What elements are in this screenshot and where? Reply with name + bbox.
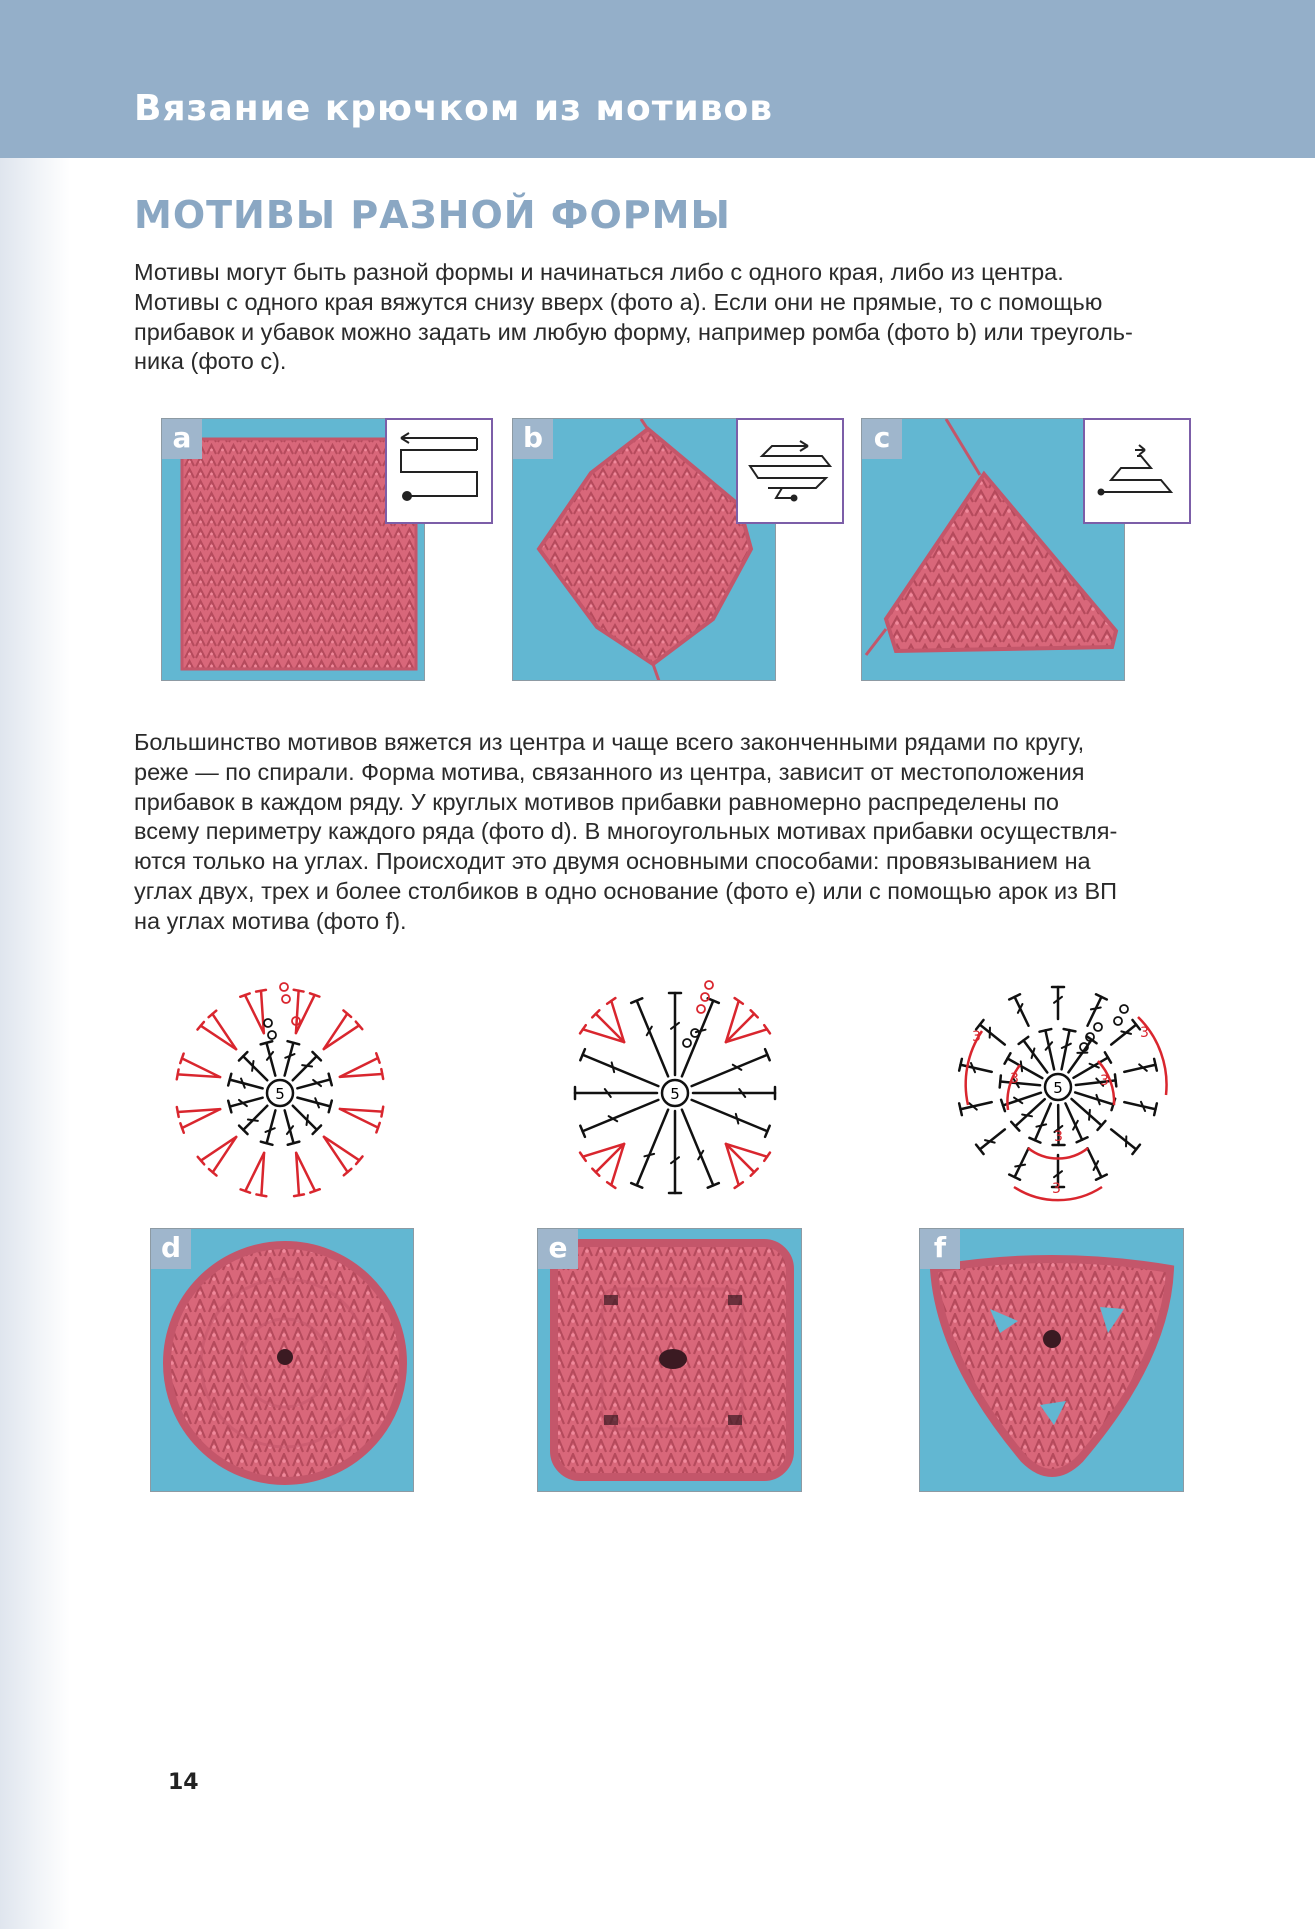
paragraph-line: Большинство мотивов вяжется из центра и чаще всего законченными рядами по кругу, xyxy=(134,729,1085,755)
paragraph-line: углах двух, трех и более столбиков в одно основание (фото e) или с помощью арок из ВП xyxy=(134,877,1118,904)
header-bar xyxy=(0,0,1315,158)
direction-box-c xyxy=(1083,418,1191,524)
paragraph-line: Мотивы с одного края вяжутся снизу вверх (фото a). Если они не прямые, то с помощью xyxy=(134,288,1103,315)
paragraph-line: прибавок и убавок можно задать им любую форму, например ромба (фото b) или треуголь- xyxy=(134,318,1133,345)
narrowing-arrow-icon xyxy=(1085,420,1189,522)
arc-label: 3 xyxy=(972,1029,981,1045)
photo-letter: c xyxy=(862,419,902,459)
direction-box-a xyxy=(385,418,493,524)
photo-f xyxy=(919,1228,1184,1492)
paragraph-line: всему периметру каждого ряда (фото d). В многоугольных мотивах прибавки осуществля- xyxy=(134,818,1118,845)
paragraph-line: реже — по спирали. Форма мотива, связанного из центра, зависит от местоположения xyxy=(134,758,1085,785)
paragraph-intro xyxy=(134,258,1234,377)
photo-letter: b xyxy=(513,419,553,459)
paragraph-line: прибавок в каждом ряду. У круглых мотивов прибавки равномерно распределены по xyxy=(134,788,1060,815)
arc-label: 3 xyxy=(1054,1129,1063,1145)
arc-label: 3 xyxy=(1010,1071,1019,1087)
photo-e xyxy=(537,1228,802,1492)
zigzag-arrow-icon xyxy=(387,420,491,522)
arc-label: 3 xyxy=(1100,1073,1109,1089)
section-heading: МОТИВЫ РАЗНОЙ ФОРМЫ xyxy=(134,193,731,237)
header-title: Вязание крючком из мотивов xyxy=(134,88,774,129)
crochet-diagram-triangle xyxy=(938,965,1178,1205)
arc-label: 3 xyxy=(1052,1181,1061,1197)
photo-letter: f xyxy=(920,1229,960,1269)
page-number: 14 xyxy=(168,1770,199,1795)
arc-label: 3 xyxy=(1140,1025,1149,1041)
photo-d xyxy=(150,1228,414,1492)
crochet-diagram-round xyxy=(160,965,400,1205)
paragraph-motifs xyxy=(134,728,1234,937)
center-label: 5 xyxy=(1053,1079,1063,1097)
photo-letter: d xyxy=(151,1229,191,1269)
paragraph-line: ника (фото c). xyxy=(134,348,287,375)
paragraph-line: Мотивы могут быть разной формы и начинаться либо с одного края, либо из центра. xyxy=(134,259,1064,285)
widening-arrow-icon xyxy=(738,420,842,522)
page-side-shade xyxy=(0,158,70,1929)
paragraph-line: на углах мотива (фото f). xyxy=(134,907,407,934)
center-label: 5 xyxy=(275,1085,285,1103)
center-label: 5 xyxy=(670,1085,680,1103)
direction-box-b xyxy=(736,418,844,524)
crochet-diagram-square xyxy=(555,965,795,1205)
paragraph-line: ются только на углах. Происходит это двумя основными способами: провязыванием на xyxy=(134,848,1091,875)
photo-letter: e xyxy=(538,1229,578,1269)
photo-letter: a xyxy=(162,419,202,459)
